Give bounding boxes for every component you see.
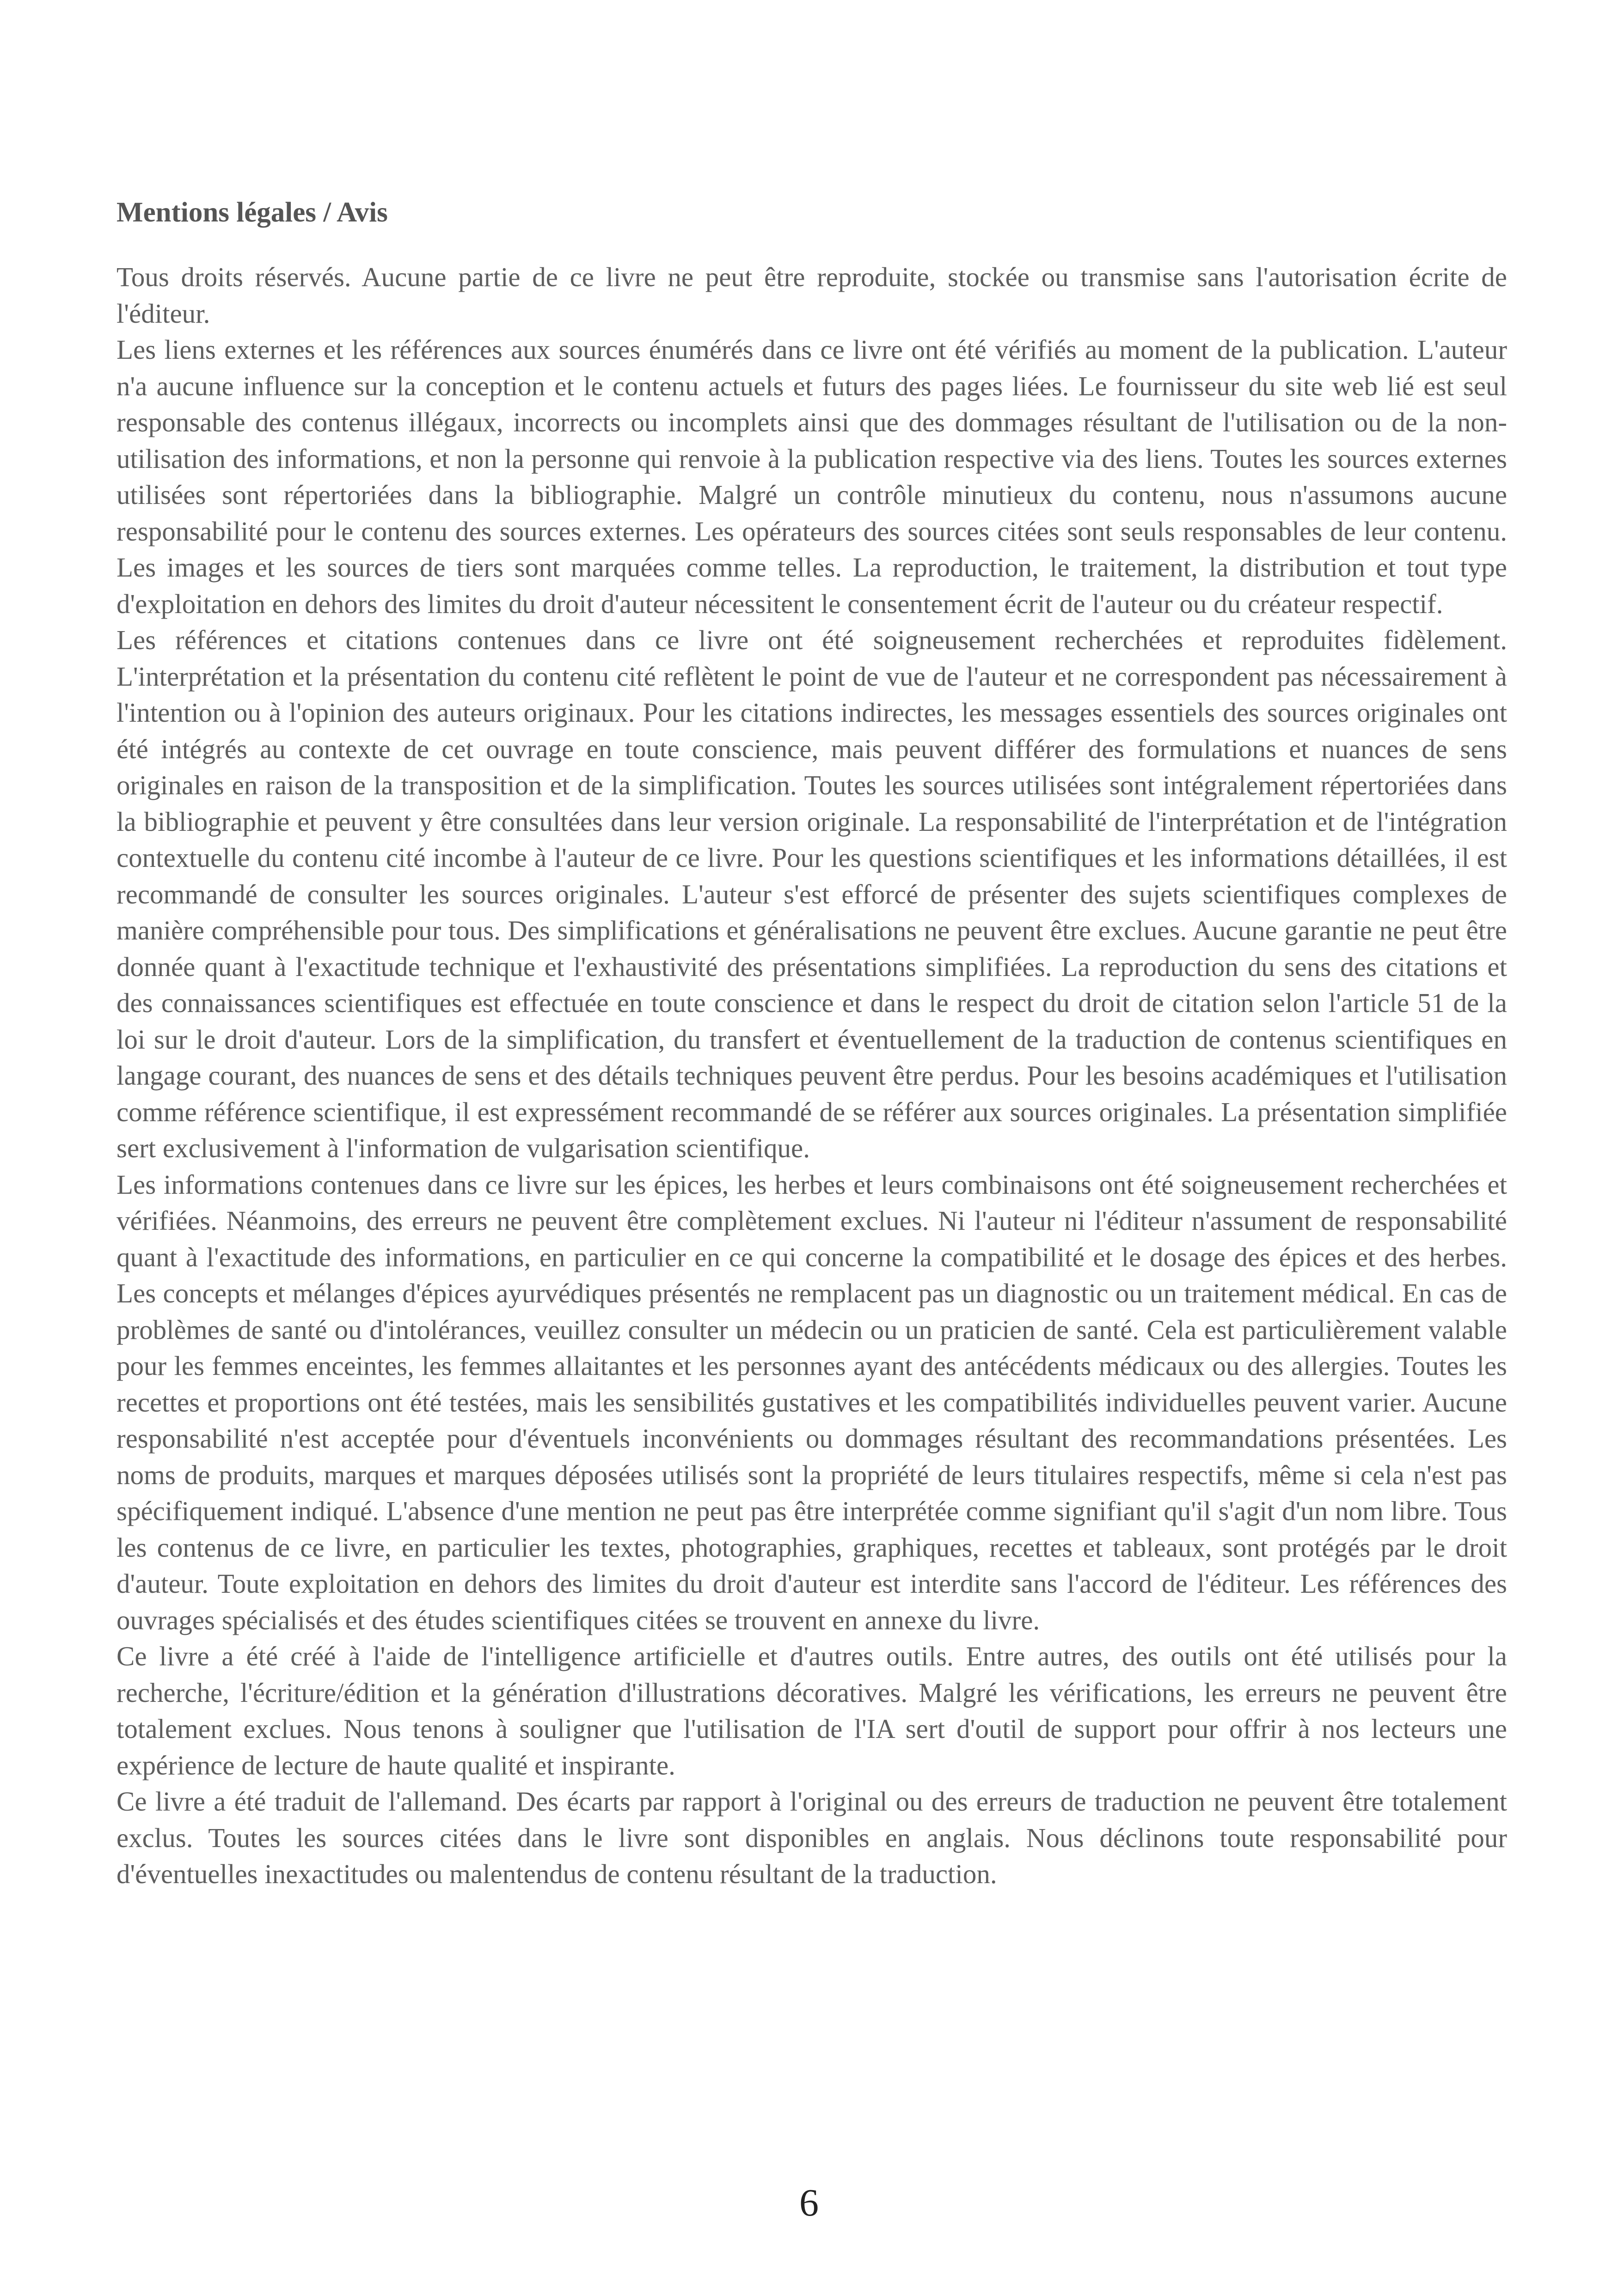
page-content	[116, 194, 1507, 1892]
page-number: 6	[799, 2181, 819, 2224]
paragraph-health-disclaimer: Les informations contenues dans ce livre sur les épices, les herbes et leurs combinaisons ont été soigneusement recherchées et vérifiées. Néanmoins, des erreurs ne peuvent être complètement exclues. Ni l'auteur ni l'éditeur n'assument de responsabilité quant à l'exactitude des informations, en particulier en ce qui concerne la compatibilité et le dosage des épices et des herbes. Les concepts et mélanges d'épices ayurvédiques présentés ne remplacent pas un diagnostic ou un traitement médical. En cas de problèmes de santé ou d'intolérances, veuillez consulter un médecin ou un praticien de santé. Cela est particulièrement valable pour les femmes enceintes, les femmes allaitantes et les personnes ayant des antécédents médicaux ou des allergies. Toutes les recettes et proportions ont été testées, mais les sensibilités gustatives et les compatibilités individuelles peuvent varier. Aucune responsabilité n'est acceptée pour d'éventuels inconvénients ou dommages résultant des recommandations présentées. Les noms de produits, marques et marques déposées utilisés sont la propriété de leurs titulaires respectifs, même si cela n'est pas spécifiquement indiqué. L'absence d'une mention ne peut pas être interprétée comme signifiant qu'il s'agit d'un nom libre. Tous les contenus de ce livre, en particulier les textes, photographies, graphiques, recettes et tableaux, sont protégés par le droit d'auteur. Toute exploitation en dehors des limites du droit d'auteur est interdite sans l'accord de l'éditeur. Les références des ouvrages spécialisés et des études scientifiques citées se trouvent en annexe du livre.	[116, 1169, 1507, 1635]
page-heading: Mentions légales / Avis	[116, 197, 388, 228]
paragraph-copyright: Tous droits réservés. Aucune partie de ce livre ne peut être reproduite, stockée ou transmise sans l'autorisation écrite de l'éditeur.	[116, 262, 1507, 329]
legal-notice-body	[116, 259, 1507, 1892]
paragraph-translation-notice: Ce livre a été traduit de l'allemand. Des écarts par rapport à l'original ou des erreurs de traduction ne peuvent être totalement exclus. Toutes les sources citées dans le livre sont disponibles en anglais. Nous déclinons toute responsabilité pour d'éventuelles inexactitudes ou malentendus de contenu résultant de la traduction.	[116, 1786, 1507, 1889]
paragraph-external-links: Les liens externes et les références aux sources énumérés dans ce livre ont été vérifiés au moment de la publication. L'auteur n'a aucune influence sur la conception et le contenu actuels et futurs des pages liées. Le fournisseur du site web lié est seul responsable des contenus illégaux, incorrects ou incomplets ainsi que des dommages résultant de l'utilisation ou de la non-utilisation des informations, et non la personne qui renvoie à la publication respective via des liens. Toutes les sources externes utilisées sont répertoriées dans la bibliographie. Malgré un contrôle minutieux du contenu, nous n'assumons aucune responsabilité pour le contenu des sources externes. Les opérateurs des sources citées sont seuls responsables de leur contenu. Les images et les sources de tiers sont marquées comme telles. La reproduction, le traitement, la distribution et tout type d'exploitation en dehors des limites du droit d'auteur nécessitent le consentement écrit de l'auteur ou du créateur respectif.	[116, 334, 1507, 619]
paragraph-ai-notice: Ce livre a été créé à l'aide de l'intelligence artificielle et d'autres outils. Entre autres, des outils ont été utilisés pour la recherche, l'écriture/édition et la génération d'illustrations décoratives. Malgré les vérifications, les erreurs ne peuvent être totalement exclues. Nous tenons à souligner que l'utilisation de l'IA sert d'outil de support pour offrir à nos lecteurs une expérience de lecture de haute qualité et inspirante.	[116, 1641, 1507, 1780]
paragraph-citations: Les références et citations contenues dans ce livre ont été soigneusement recherchées et reproduites fidèlement. L'interprétation et la présentation du contenu cité reflètent le point de vue de l'auteur et ne correspondent pas nécessairement à l'intention ou à l'opinion des auteurs originaux. Pour les citations indirectes, les messages essentiels des sources originales ont été intégrés au contexte de cet ouvrage en toute conscience, mais peuvent différer des formulations et nuances de sens originales en raison de la transposition et de la simplification. Toutes les sources utilisées sont intégralement répertoriées dans la bibliographie et peuvent y être consultées dans leur version originale. La responsabilité de l'interprétation et de l'intégration contextuelle du contenu cité incombe à l'auteur de ce livre. Pour les questions scientifiques et les informations détaillées, il est recommandé de consulter les sources originales. L'auteur s'est efforcé de présenter des sujets scientifiques complexes de manière compréhensible pour tous. Des simplifications et généralisations ne peuvent être exclues. Aucune garantie ne peut être donnée quant à l'exactitude technique et l'exhaustivité des présentations simplifiées. La reproduction du sens des citations et des connaissances scientifiques est effectuée en toute conscience et dans le respect du droit de citation selon l'article 51 de la loi sur le droit d'auteur. Lors de la simplification, du transfert et éventuellement de la traduction de contenus scientifiques en langage courant, des nuances de sens et des détails techniques peuvent être perdus. Pour les besoins académiques et l'utilisation comme référence scientifique, il est expressément recommandé de se référer aux sources originales. La présentation simplifiée sert exclusivement à l'information de vulgarisation scientifique.	[116, 625, 1507, 1163]
